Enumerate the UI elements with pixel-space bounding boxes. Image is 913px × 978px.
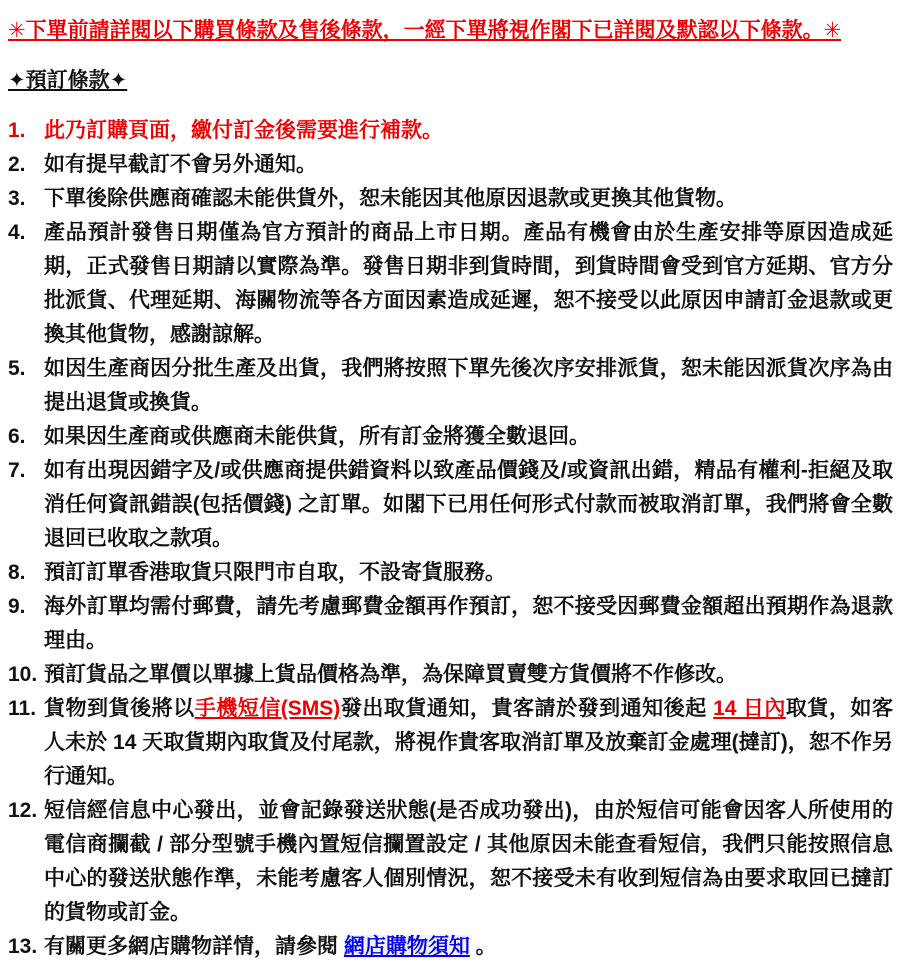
- term-text: 海外訂單均需付郵費，請先考慮郵費金額再作預訂，恕不接受因郵費金額超出預期作為退款理由。: [44, 595, 893, 652]
- term-text: 。: [469, 935, 497, 958]
- terms-list: [8, 114, 893, 964]
- term-text: 預訂訂單香港取貨只限門市自取，不設寄貨服務。: [44, 561, 506, 584]
- term-text: 如有提早截訂不會另外通知。: [44, 153, 317, 176]
- term-item-13: [8, 930, 893, 964]
- term-item-12: [8, 794, 893, 930]
- term-text: 預訂貨品之單價以單據上貨品價格為準，為保障買賣雙方貨價將不作修改。: [44, 663, 737, 686]
- term-number: 11.: [8, 697, 37, 720]
- term-number: 13.: [8, 935, 38, 958]
- term-text: 此乃訂購頁面，繳付訂金後需要進行補款。: [44, 119, 443, 142]
- term-item-7: [8, 454, 893, 556]
- store-guide-link[interactable]: 網店購物須知: [343, 935, 470, 958]
- term-item-6: [8, 420, 893, 454]
- term-text: 短信經信息中心發出，並會記錄發送狀態(是否成功發出)，由於短信可能會因客人所使用的電信商攔截 / 部分型號手機內置短信攔置設定 / 其他原因未能查看短信，我們只能按照信息中心的發送狀態作準，未能考慮客人個別情況，恕不接受未有收到短信為由要求取回已撻訂的貨物或訂金。: [44, 799, 893, 924]
- term-item-11: [8, 692, 893, 794]
- term-text: 有關更多網店購物詳情，請參閱: [44, 935, 344, 958]
- term-number: 5.: [8, 357, 26, 380]
- term-number: 1.: [8, 119, 26, 142]
- term-number: 10.: [8, 663, 38, 686]
- term-item-4: [8, 216, 893, 352]
- term-number: 6.: [8, 425, 26, 448]
- term-text: 如有出現因錯字及/或供應商提供錯資料以致產品價錢及/或資訊出錯，精品有權利-拒絕及取消任何資訊錯誤(包括價錢) 之訂單。如閣下已用任何形式付款而被取消訂單，我們將會全數退回已收取之款項。: [44, 459, 893, 550]
- preorder-terms-heading: ✦預訂條款✦: [8, 69, 128, 92]
- term-text: 如因生產商因分批生產及出貨，我們將按照下單先後次序安排派貨，恕未能因派貨次序為由提出退貨或換貨。: [44, 357, 893, 414]
- term-text: 產品預計發售日期僅為官方預計的商品上市日期。產品有機會由於生產安排等原因造成延期，正式發售日期請以實際為準。發售日期非到貨時間，到貨時間會受到官方延期、官方分批派貨、代理延期、海關物流等各方面因素造成延遲，恕不接受以此原因申請訂金退款或更換其他貨物，感謝諒解。: [44, 221, 893, 346]
- term-item-3: [8, 182, 893, 216]
- sms-notice-emphasis: 手機短信(SMS): [194, 697, 341, 720]
- term-number: 4.: [8, 221, 26, 244]
- term-item-5: [8, 352, 893, 420]
- term-text: 取貨，如客人未於 14 天取貨期內取貨及付尾款，將視作貴客取消訂單及放棄訂金處理(撻訂)，恕不作另行通知。: [44, 697, 894, 788]
- term-text: 如果因生產商或供應商未能供貨，所有訂金將獲全數退回。: [44, 425, 590, 448]
- term-number: 2.: [8, 153, 26, 176]
- term-number: 8.: [8, 561, 26, 584]
- purchase-notice-banner: ✳下單前請詳閱以下購買條款及售後條款，一經下單將視作閣下已詳閱及默認以下條款。✳: [8, 19, 842, 42]
- term-item-10: [8, 658, 893, 692]
- term-number: 12.: [8, 799, 38, 822]
- term-text: 下單後除供應商確認未能供貨外，恕未能因其他原因退款或更換其他貨物。: [44, 187, 737, 210]
- pickup-days-emphasis: 14 日內: [713, 697, 786, 720]
- term-item-1: [8, 114, 893, 148]
- term-number: 3.: [8, 187, 26, 210]
- term-text: 貨物到貨後將以: [44, 697, 195, 720]
- term-number: 9.: [8, 595, 26, 618]
- term-text: 發出取貨通知，貴客請於發到通知後起: [340, 697, 714, 720]
- term-item-8: [8, 556, 893, 590]
- term-number: 7.: [8, 459, 26, 482]
- term-item-9: [8, 590, 893, 658]
- term-item-2: [8, 148, 893, 182]
